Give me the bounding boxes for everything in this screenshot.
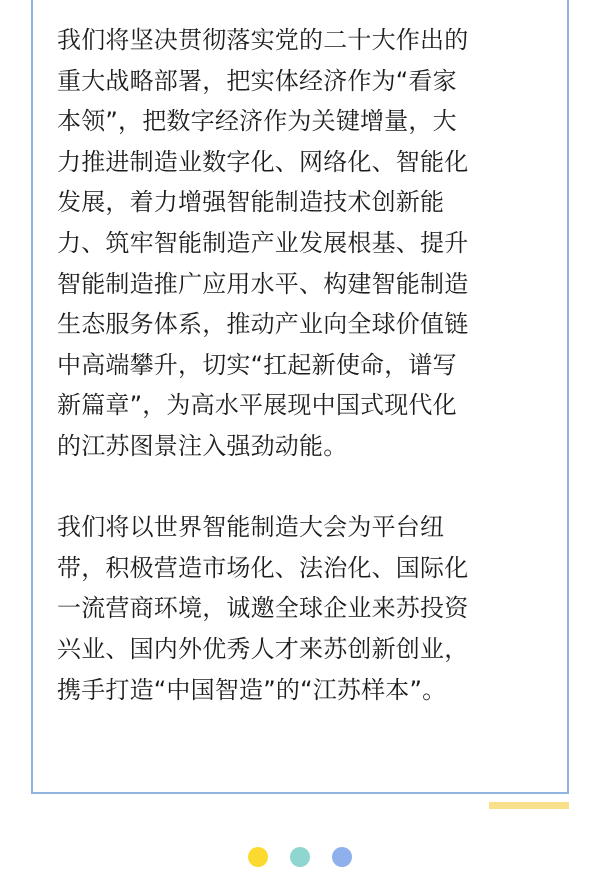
paragraph-1: 我们将坚决贯彻落实党的二十大作出的 重大战略部署，把实体经济作为“看家 本领”，把数字经济作为关键增量，大 力推进制造业数字化、网络化、智能化 发展，着力增强智能制造技术创新能 力、筑牢智能制造产业发展根基、提升 智能制造推广应用水平、构建智能制造 生态服务体系，推动产业向全球价值链 中高端攀升，切实“扛起新使命，谱写 新篇章”，为高水平展现中国式现代化 的江苏图景注入强劲动能。 bbox=[57, 26, 469, 460]
blue-dot-icon bbox=[332, 847, 352, 867]
article-body bbox=[57, 20, 547, 710]
teal-dot-icon bbox=[290, 847, 310, 867]
paragraph-2: 我们将以世界智能制造大会为平台纽 带，积极营造市场化、法治化、国际化 一流营商环境，诚邀全球企业来苏投资 兴业、国内外优秀人才来苏创新创业， 携手打造“中国智造”的“江苏样本”。 bbox=[57, 513, 469, 704]
yellow-dot-icon bbox=[248, 847, 268, 867]
accent-bar bbox=[489, 802, 569, 809]
decorative-dots bbox=[248, 847, 352, 867]
